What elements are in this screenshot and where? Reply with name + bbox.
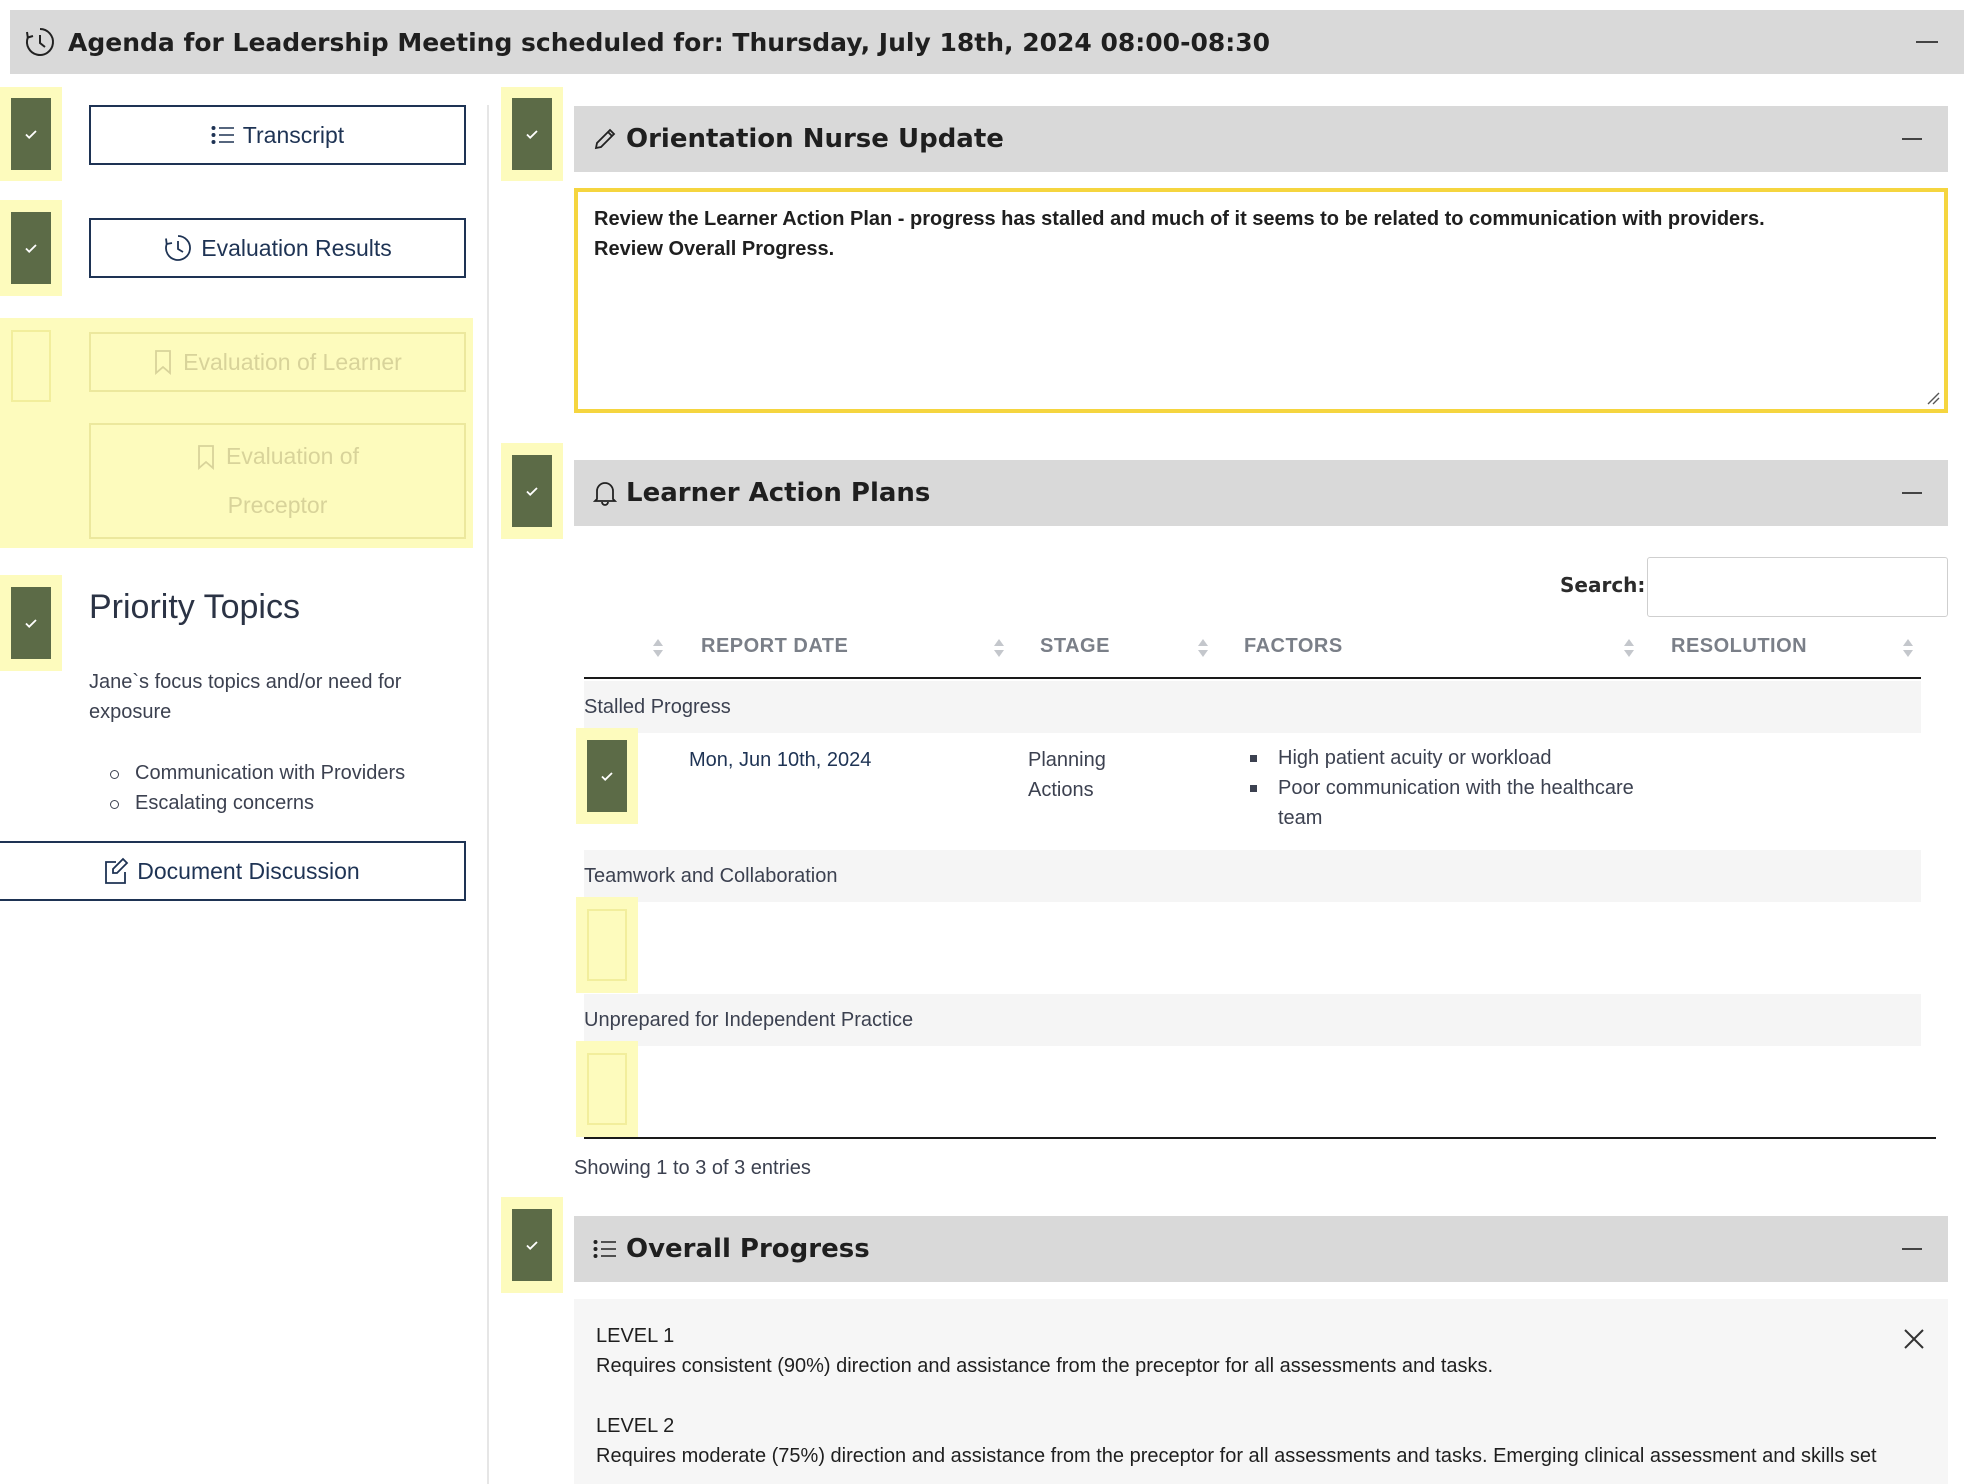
notes-line-1: Review the Learner Action Plan - progress has stalled and much of it seems to be related to communication with providers. [594, 208, 1765, 230]
checkmark-icon [23, 126, 39, 142]
close-icon[interactable] [1902, 1327, 1926, 1351]
clock-history-icon [24, 26, 56, 58]
list-icon [211, 125, 235, 145]
priority-topics-description: Jane`s focus topics and/or need for exposure [89, 671, 402, 723]
transcript-button[interactable] [89, 105, 466, 165]
level-text: Requires moderate (75%) direction and assistance from the preceptor for all assessments and tasks. Emerging clinical assessment and skills set [596, 1445, 1877, 1467]
evaluation-of-preceptor-label-1: Evaluation of [226, 443, 359, 469]
column-divider [487, 105, 489, 1484]
level-name: LEVEL 1 [596, 1325, 675, 1347]
bookmark-icon [196, 444, 216, 470]
table-row-checkbox[interactable] [587, 740, 627, 812]
level-name: LEVEL 2 [596, 1415, 675, 1437]
stage-cell [1028, 745, 1106, 805]
table-bottom-rule [584, 1137, 1936, 1139]
action-plans-section-header[interactable] [574, 460, 1948, 526]
document-discussion-label: Document Discussion [137, 857, 360, 884]
orientation-notes-textarea[interactable] [574, 188, 1948, 413]
sort-icon[interactable] [652, 637, 664, 659]
notes-line-2: Review Overall Progress. [594, 238, 835, 260]
transcript-checkbox-cell [0, 87, 62, 181]
list-item: Poor communication with the healthcare team [1250, 773, 1650, 833]
checkmark-icon [23, 615, 39, 631]
sort-icon[interactable] [993, 637, 1005, 659]
pencil-icon [592, 126, 618, 152]
factors-list [1250, 743, 1650, 833]
report-date-link[interactable]: Mon, Jun 10th, 2024 [689, 749, 872, 771]
action-plans-section-title: Learner Action Plans [626, 478, 931, 508]
column-header-stage[interactable]: STAGE [1040, 635, 1110, 657]
group-label: Stalled Progress [584, 695, 731, 718]
evaluation-of-learner-checkbox[interactable] [11, 330, 51, 402]
header-collapse-button[interactable] [1916, 41, 1938, 43]
column-header-factors[interactable]: FACTORS [1244, 635, 1343, 657]
checkmark-icon [599, 768, 615, 784]
stage-line-1: Planning [1028, 749, 1106, 771]
bookmark-icon [153, 349, 173, 375]
evaluation-of-learner-button[interactable] [89, 332, 466, 392]
transcript-checkbox[interactable] [11, 98, 51, 170]
overall-checkbox-cell [501, 1197, 563, 1293]
evaluation-of-preceptor-button[interactable] [89, 423, 466, 539]
evaluation-results-button-label: Evaluation Results [201, 234, 392, 261]
priority-topics-title: Priority Topics [89, 588, 300, 626]
evaluation-of-learner-checkbox-cell [0, 318, 62, 414]
table-row-checkbox[interactable] [587, 909, 627, 981]
meeting-header [10, 10, 1964, 74]
overall-progress-panel [574, 1299, 1948, 1484]
sort-icon[interactable] [1902, 637, 1914, 659]
group-row-teamwork [584, 850, 1921, 902]
resize-handle-icon[interactable] [1926, 391, 1940, 405]
action-plans-checkbox-cell [501, 443, 563, 539]
group-row-stalled-progress [584, 681, 1921, 733]
overall-collapse-button[interactable] [1902, 1248, 1922, 1250]
list-item: High patient acuity or workload [1250, 743, 1650, 773]
bell-icon [592, 480, 618, 506]
list-icon [592, 1236, 618, 1262]
search-label: Search: [1560, 573, 1646, 597]
action-plans-collapse-button[interactable] [1902, 492, 1922, 494]
group-label: Unprepared for Independent Practice [584, 1008, 914, 1031]
evaluation-results-button[interactable] [89, 218, 466, 278]
orientation-section-header[interactable] [574, 106, 1948, 172]
meeting-title: Agenda for Leadership Meeting scheduled for: Thursday, July 18th, 2024 08:00-08:30 [68, 27, 1271, 57]
level-text: Requires consistent (90%) direction and assistance from the preceptor for all assessments and tasks. [596, 1355, 1494, 1377]
checkmark-icon [524, 126, 540, 142]
table-info: Showing 1 to 3 of 3 entries [574, 1157, 811, 1179]
evaluation-results-checkbox[interactable] [11, 212, 51, 284]
checkmark-icon [23, 240, 39, 256]
search-input[interactable] [1647, 557, 1948, 617]
evaluation-results-checkbox-cell [0, 200, 62, 296]
level-block [596, 1321, 1926, 1381]
list-item: Escalating concerns [110, 788, 405, 818]
column-header-resolution[interactable]: RESOLUTION [1671, 635, 1808, 657]
orientation-checkbox[interactable] [512, 98, 552, 170]
table-row-checkbox-cell [576, 728, 638, 824]
orientation-collapse-button[interactable] [1902, 138, 1922, 140]
table-row-checkbox[interactable] [587, 1053, 627, 1125]
sort-icon[interactable] [1623, 637, 1635, 659]
table-row-checkbox-cell [576, 897, 638, 993]
orientation-checkbox-cell [501, 87, 563, 181]
table-row-checkbox-cell [576, 1041, 638, 1137]
group-row-unprepared [584, 994, 1921, 1046]
overall-section-title: Overall Progress [626, 1234, 870, 1264]
action-plans-checkbox[interactable] [512, 455, 552, 527]
list-item: Communication with Providers [110, 758, 405, 788]
overall-checkbox[interactable] [512, 1209, 552, 1281]
edit-icon [103, 857, 129, 885]
stage-line-2: Actions [1028, 779, 1094, 801]
priority-checkbox[interactable] [11, 587, 51, 659]
level-block [596, 1411, 1926, 1471]
document-discussion-button[interactable] [0, 841, 466, 901]
checkmark-icon [524, 1237, 540, 1253]
group-label: Teamwork and Collaboration [584, 864, 838, 887]
sort-icon[interactable] [1197, 637, 1209, 659]
evaluation-of-preceptor-line1 [196, 443, 359, 470]
table-header-rule [584, 677, 1921, 679]
orientation-section-title: Orientation Nurse Update [626, 124, 1004, 154]
overall-section-header[interactable] [574, 1216, 1948, 1282]
priority-topics-list [110, 758, 405, 818]
transcript-button-label: Transcript [242, 121, 345, 148]
priority-checkbox-cell [0, 575, 62, 671]
checkmark-icon [524, 483, 540, 499]
evaluation-of-learner-label: Evaluation of Learner [183, 348, 402, 375]
evaluation-of-preceptor-label-2: Preceptor [227, 492, 328, 518]
history-icon [163, 233, 193, 263]
column-header-report-date[interactable]: REPORT DATE [701, 635, 849, 657]
